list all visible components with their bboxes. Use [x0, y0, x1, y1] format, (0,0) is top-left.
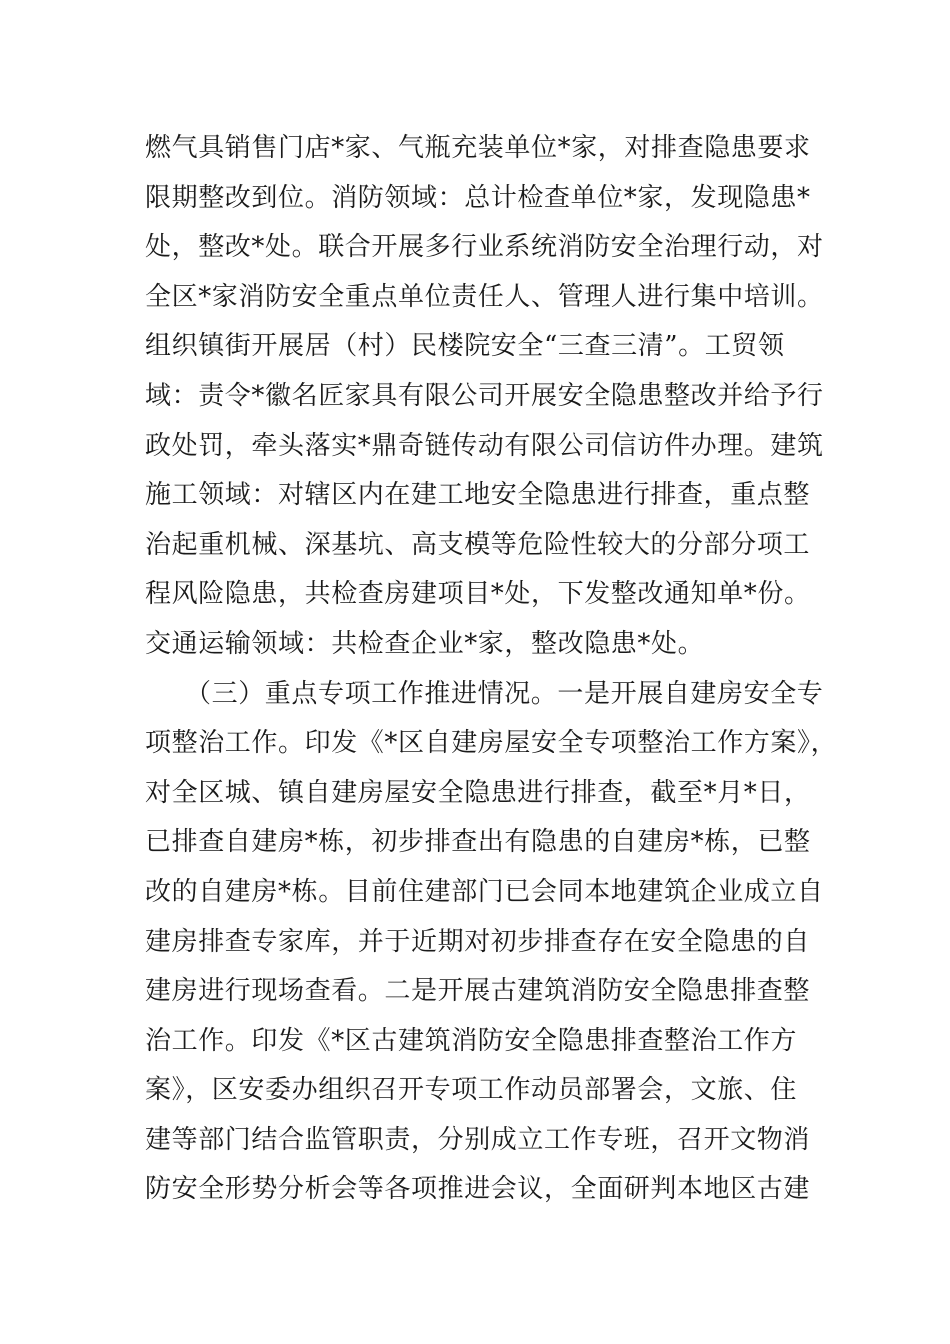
- text-line: 建房进行现场查看。二是开展古建筑消防安全隐患排查整: [145, 976, 811, 1007]
- text-line: 治工作。印发《*区古建筑消防安全隐患排查整治工作方: [145, 1025, 798, 1056]
- text-line: 燃气具销售门店*家、气瓶充装单位*家，对排查隐患要求: [145, 133, 811, 163]
- body-text: [145, 124, 838, 1215]
- text-line: 治起重机械、深基坑、高支模等危险性较大的分部分项工: [145, 529, 811, 560]
- text-line: 防安全形势分析会等各项推进会议，全面研判本地区古建: [145, 1174, 811, 1205]
- text-line: 项整治工作。印发《*区自建房屋安全专项整治工作方案》，: [145, 728, 838, 759]
- text-line: 程风险隐患，共检查房建项目*处，下发整改通知单*份。: [145, 579, 811, 610]
- text-line: 建等部门结合监管职责，分别成立工作专班，召开文物消: [145, 1124, 811, 1155]
- text-line: 全区*家消防安全重点单位责任人、管理人进行集中培训。: [145, 281, 824, 312]
- text-line: 已排查自建房*栋，初步排查出有隐患的自建房*栋，已整: [145, 827, 811, 858]
- text-line: 建房排查专家库，并于近期对初步排查存在安全隐患的自: [145, 926, 811, 957]
- section-heading-line: （三）重点专项工作推进情况。一是开展自建房安全专: [185, 678, 824, 709]
- text-line: 施工领域：对辖区内在建工地安全隐患进行排查，重点整: [145, 480, 811, 511]
- text-line: 政处罚，牵头落实*鼎奇链传动有限公司信访件办理。建筑: [145, 430, 824, 461]
- text-line: 域：责令*徽名匠家具有限公司开展安全隐患整改并给予行: [145, 380, 824, 411]
- text-line: 限期整改到位。消防领域：总计检查单位*家，发现隐患*: [145, 182, 811, 213]
- text-line: 案》，区安委办组织召开专项工作动员部署会，文旅、住: [145, 1075, 798, 1106]
- text-line: 交通运输领域：共检查企业*家，整改隐患*处。: [145, 628, 705, 659]
- text-line: 组织镇街开展居（村）民楼院安全“三查三清”。工贸领: [145, 331, 785, 362]
- text-line: 处，整改*处。联合开展多行业系统消防安全治理行动，对: [145, 232, 824, 263]
- text-line: 改的自建房*栋。目前住建部门已会同本地建筑企业成立自: [145, 876, 824, 907]
- text-line: 对全区城、镇自建房屋安全隐患进行排查，截至*月*日，: [145, 777, 811, 808]
